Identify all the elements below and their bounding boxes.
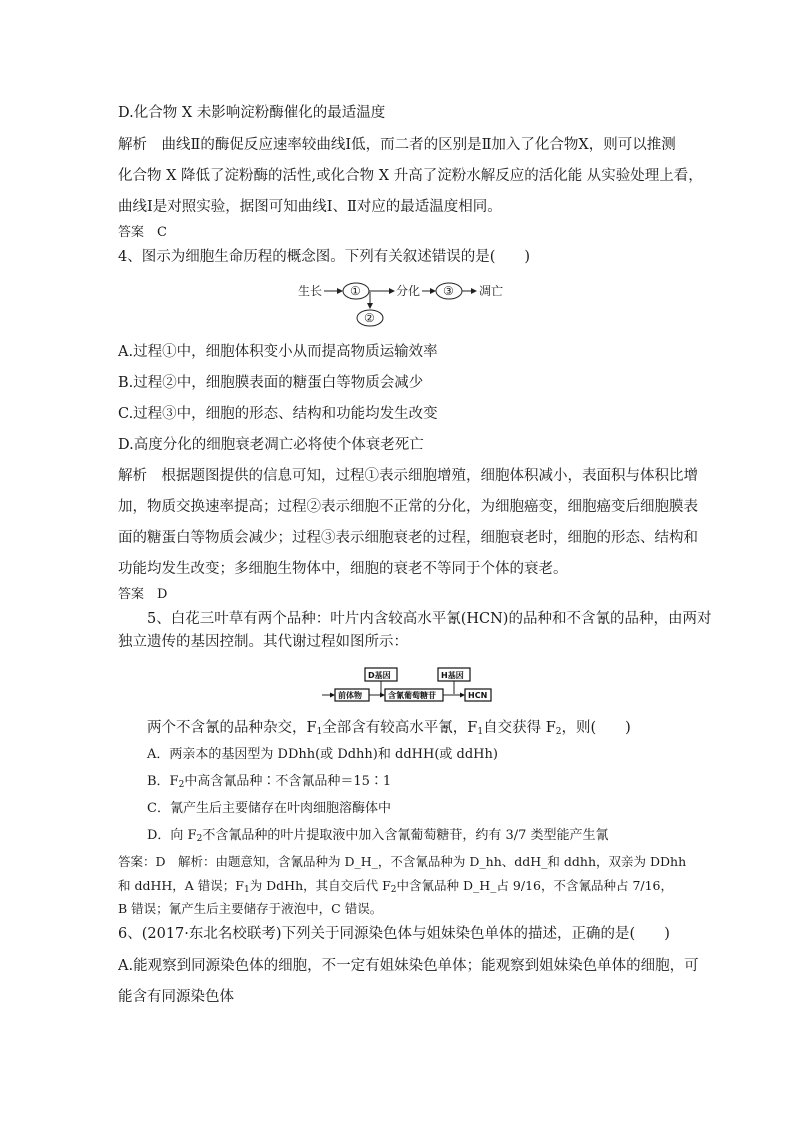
q5-cross-part-b: 全部含有较高水平氰，F <box>322 720 478 736</box>
q4-analysis-line-3: 面的糖蛋白等物质会减少；过程③表示细胞衰老的过程，细胞衰老时，细胞的形态、结构和 <box>118 530 698 546</box>
q6-option-a-line-2: 能含有同源染色体 <box>118 989 234 1005</box>
q5-sub-f2: 2 <box>555 727 562 737</box>
q4-analysis-line-4: 功能均发生改变；多细胞生物体中，细胞的衰老不等同于个体的衰老。 <box>118 561 568 577</box>
hcn-label: HCN <box>468 691 488 700</box>
q5-cross-part-a: 两个不含氰的品种杂交，F <box>147 720 317 736</box>
diagram-node-1: ① <box>350 284 361 298</box>
q5-option-d-part-b: 不含氰品种的叶片提取液中加入含氰葡萄糖苷，约有 3/7 类型能产生氰 <box>202 828 609 843</box>
diagram-node-3: ③ <box>443 284 454 298</box>
glycoside-label: 含氰葡萄糖苷 <box>388 691 436 700</box>
q5-analysis-line-3: B 错误；氰产生后主要储存于液泡中，C 错误。 <box>118 901 383 916</box>
precursor-label: 前体物 <box>338 691 362 700</box>
q5-analysis-2-part-c: 中含氰品种 D_H_占 9/16，不含氰品种占 7/16， <box>396 878 674 893</box>
q5-option-a: A．两亲本的基因型为 DDhh(或 Ddhh)和 ddHH(或 ddHh) <box>147 747 498 762</box>
q3-analysis-line-3: 曲线Ⅰ是对照实验，据图可知曲线Ⅰ、Ⅱ对应的最适温度相同。 <box>118 199 502 215</box>
q5-option-d-part-a: D．向 F <box>147 828 197 843</box>
q5-analysis-sub-f2: 2 <box>390 885 397 895</box>
q4-option-b: B.过程②中，细胞膜表面的糖蛋白等物质会减少 <box>118 375 424 391</box>
q5-cross-part-c: 自交获得 F <box>483 720 556 736</box>
diagram-growth-label: 生长 <box>298 284 323 298</box>
q3-analysis-line-1: 解析 曲线Ⅱ的酶促反应速率较曲线Ⅰ低，而二者的区别是Ⅱ加入了化合物X，则可以推测 <box>118 137 676 153</box>
q5-sub-f1: 1 <box>316 727 323 737</box>
q4-option-d: D.高度分化的细胞衰老凋亡必将使个体衰老死亡 <box>118 437 424 453</box>
q4-answer: 答案 D <box>118 587 168 602</box>
gene-d-label: D基因 <box>368 671 391 680</box>
q4-analysis-line-2: 加，物质交换速率提高；过程②表示细胞不正常的分化，为细胞癌变，细胞癌变后细胞膜表 <box>118 499 698 515</box>
q3-analysis-line-2: 化合物 X 降低了淀粉酶的活性,或化合物 X 升高了淀粉水解反应的活化能 从实验处理上看， <box>118 168 703 184</box>
diagram-death-label: 凋亡 <box>479 284 504 298</box>
q5-sub-f1b: 1 <box>477 727 484 737</box>
q3-answer: 答案 C <box>118 225 167 240</box>
q5-option-b <box>147 772 391 792</box>
q5-analysis-2-part-b: 为 DdHh，其自交后代 F <box>249 878 391 893</box>
q5-analysis-line-1: 答案：D 解析：由题意知，含氰品种为 D_H_，不含氰品种为 D_hh、ddH_和 ddhh，双亲为 DDhh <box>118 854 687 869</box>
diagram-division-label: 分化 <box>396 284 421 298</box>
q5-option-d-sub: 2 <box>196 834 203 844</box>
q6-option-a-line-1: A.能观察到同源染色体的细胞，不一定有姐妹染色单体；能观察到姐妹染色单体的细胞，可 <box>118 958 699 974</box>
q5-analysis-line-2 <box>118 876 673 896</box>
q6-stem: 6、(2017·东北名校联考)下列关于同源染色体与姐妹染色单体的描述，正确的是( ) <box>118 926 670 942</box>
q3-option-d: D.化合物 X 未影响淀粉酶催化的最适温度 <box>118 105 386 121</box>
q5-option-c: C．氰产生后主要储存在叶肉细胞溶酶体中 <box>147 801 391 816</box>
q4-option-a: A.过程①中，细胞体积变小从而提高物质运输效率 <box>118 344 438 360</box>
q5-cross-text <box>147 718 631 738</box>
q4-option-c: C.过程③中，细胞的形态、结构和功能均发生改变 <box>118 406 438 422</box>
q5-option-d <box>147 826 609 846</box>
q5-analysis-2-part-a: 和 ddHH，A 错误；F <box>118 878 244 893</box>
cell-life-cycle-diagram <box>290 278 510 330</box>
q5-option-b-sub: 2 <box>178 780 185 790</box>
q5-option-b-part-a: B．F <box>147 774 179 789</box>
q4-analysis-line-1: 解析 根据题图提供的信息可知，过程①表示细胞增殖，细胞体积减小，表面积与体积比增 <box>118 468 698 484</box>
q5-option-b-part-b: 中高含氰品种∶不含氰品种＝15∶1 <box>184 774 392 789</box>
q5-stem-line-1: 5、白花三叶草有两个品种：叶片内含较高水平氰(HCN)的品种和不含氰的品种，由两对 <box>147 611 712 627</box>
hcn-metabolism-diagram <box>318 664 498 706</box>
gene-h-label: H基因 <box>441 671 464 680</box>
q5-analysis-sub-f1: 1 <box>243 885 250 895</box>
q5-stem-line-2: 独立遗传的基因控制。其代谢过程如图所示： <box>118 634 408 650</box>
q4-stem: 4、图示为细胞生命历程的概念图。下列有关叙述错误的是( ) <box>118 249 531 265</box>
diagram-node-2: ② <box>364 311 375 325</box>
q5-cross-part-d: ，则( ) <box>561 720 631 736</box>
